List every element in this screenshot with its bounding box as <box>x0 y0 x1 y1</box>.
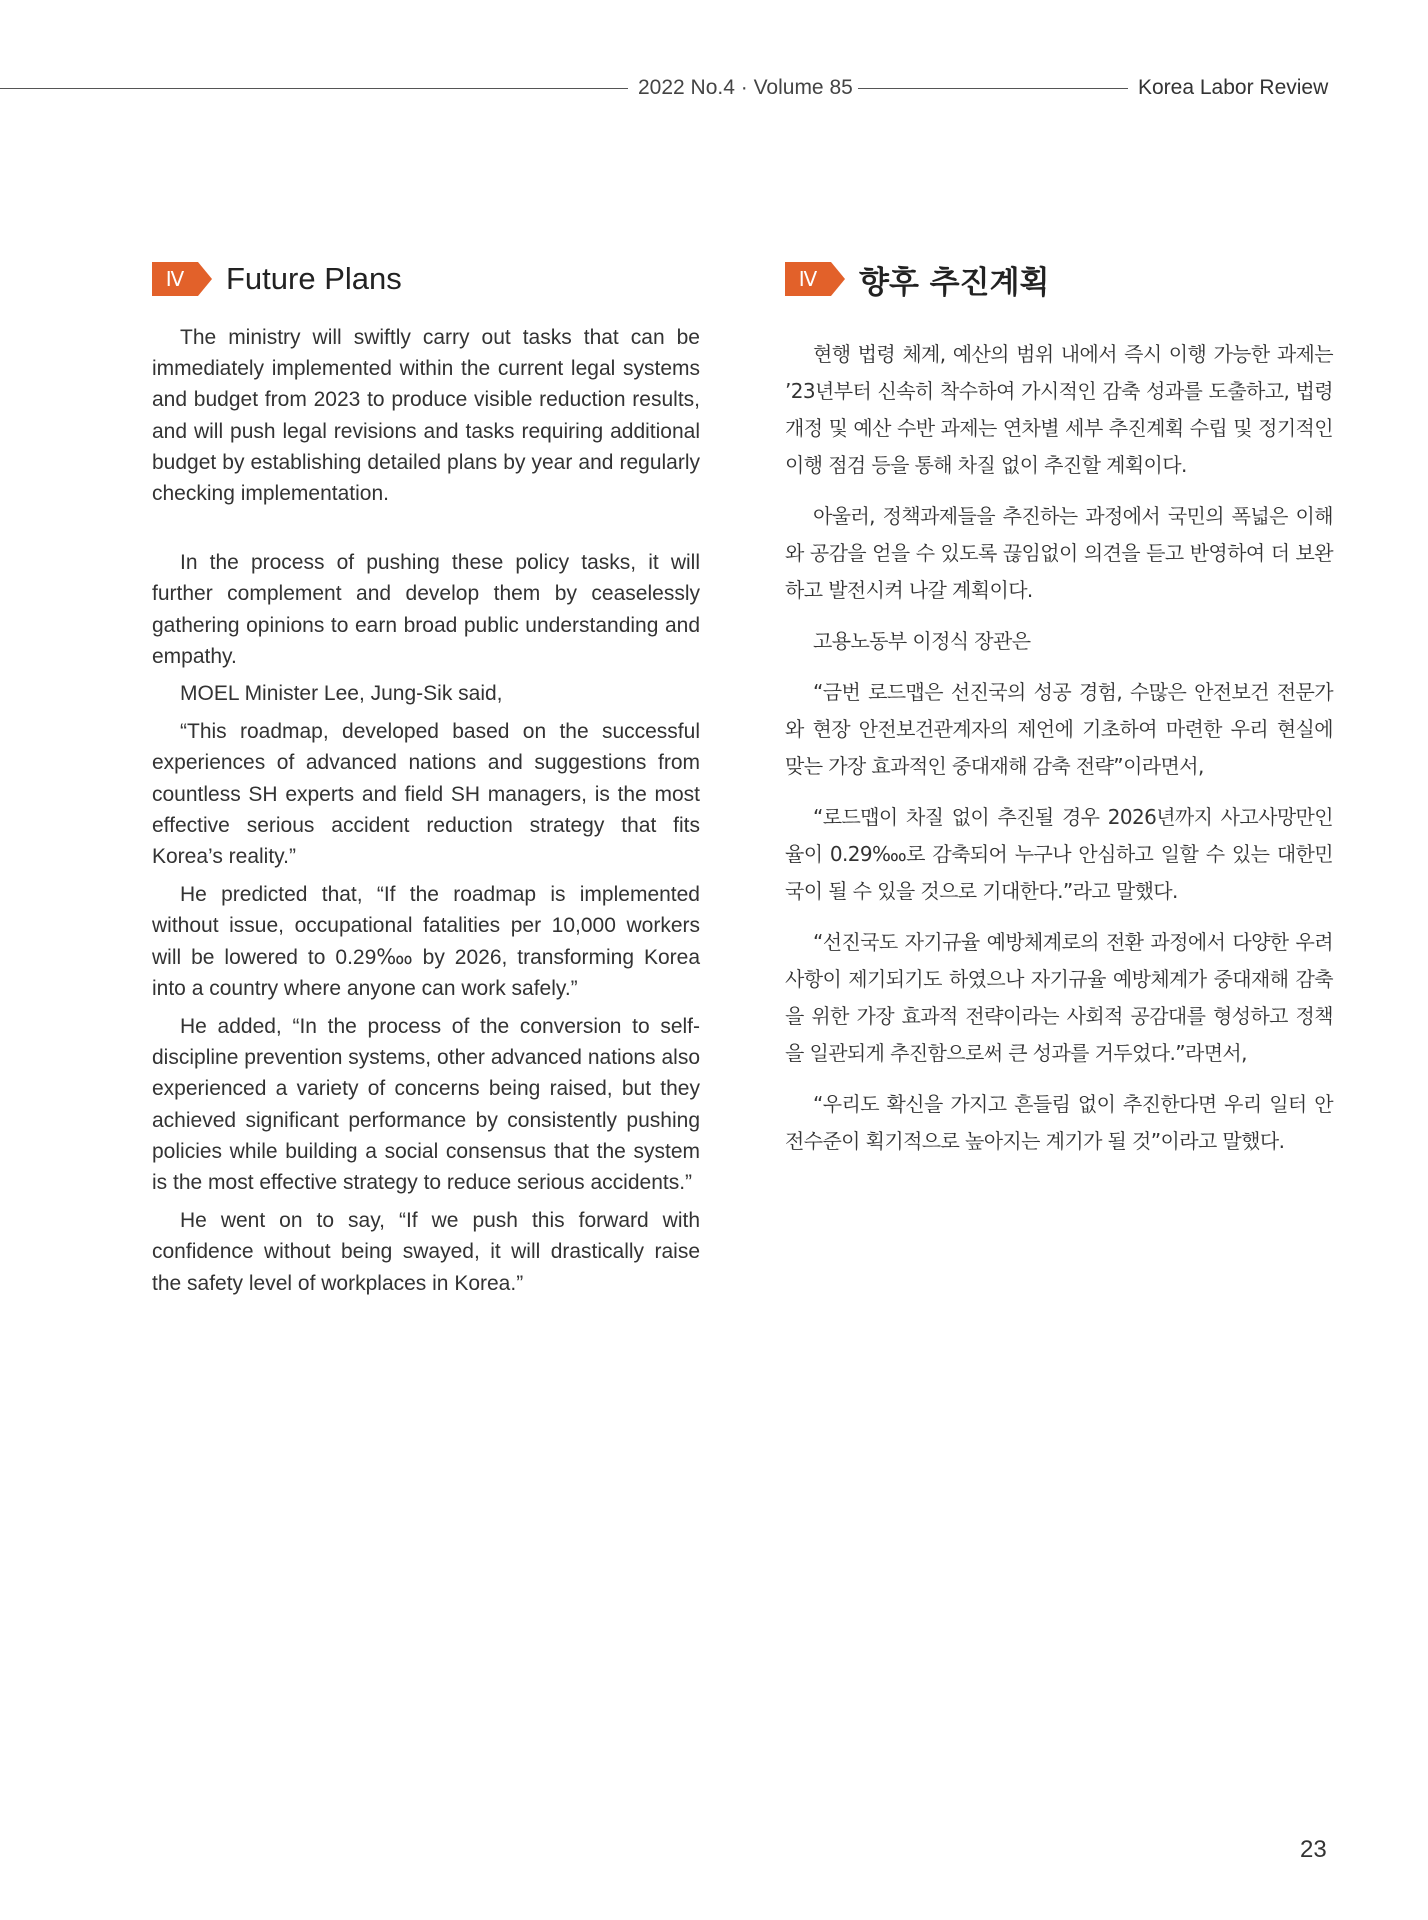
paragraph: The ministry will swiftly carry out tasks that can be immediately implemented within the current legal systems and budget from 2023 to produce visible reduction results, and will push legal revisions and tasks requiring additional budget by establishing detailed plans by year and regularly checking implementation. <box>152 326 700 506</box>
korean-section-heading <box>785 256 1333 302</box>
page-number: 23 <box>1300 1836 1327 1863</box>
english-section-heading <box>152 256 700 302</box>
paragraph: In the process of pushing these policy tasks, it will further complement and develop them by ceaselessly gathering opinions to earn broad public understanding and empathy. <box>152 551 700 668</box>
header-rule-left <box>0 88 628 89</box>
header-rule-middle <box>858 88 1128 89</box>
section-title: 향후 추진계획 <box>859 264 1050 301</box>
journal-title: Korea Labor Review <box>1138 76 1329 99</box>
section-title: Future Plans <box>226 261 402 296</box>
korean-column <box>785 256 1333 1160</box>
paragraph: 아울러, 정책과제들을 추진하는 과정에서 국민의 폭넓은 이해와 공감을 얻을 수 있도록 끊임없이 의견을 듣고 반영하여 더 보완하고 발전시켜 나갈 계획이다. <box>785 504 1333 602</box>
paragraph: 고용노동부 이정식 장관은 <box>813 629 1031 653</box>
paragraph: “선진국도 자기규율 예방체계로의 전환 과정에서 다양한 우려사항이 제기되기도 하였으나 자기규율 예방체계가 중대재해 감축을 위한 가장 효과적 전략이라는 사회적 공감대를 형성하고 정책을 일관되게 추진함으로써 큰 성과를 거두었다.”라면서, <box>785 930 1333 1065</box>
issue-label: 2022 No.4 · Volume 85 <box>638 76 853 99</box>
paragraph: “금번 로드맵은 선진국의 성공 경험, 수많은 안전보건 전문가와 현장 안전보건관계자의 제언에 기초하여 마련한 우리 현실에 맞는 가장 효과적인 중대재해 감축 전략”이라면서, <box>785 680 1333 778</box>
paragraph: He predicted that, “If the roadmap is implemented without issue, occupational fatalities per 10,000 workers will be lowered to 0.29‱ by 2026, transforming Korea into a country where anyone can work safely.” <box>152 883 700 1000</box>
paragraph: “로드맵이 차질 없이 추진될 경우 2026년까지 사고사망만인율이 0.29‱로 감축되어 누구나 안심하고 일할 수 있는 대한민국이 될 수 있을 것으로 기대한다.”라고 말했다. <box>785 805 1333 903</box>
paragraph: 현행 법령 체계, 예산의 범위 내에서 즉시 이행 가능한 과제는 ’23년부터 신속히 착수하여 가시적인 감축 성과를 도출하고, 법령 개정 및 예산 수반 과제는 연차별 세부 추진계획 수립 및 정기적인 이행 점검 등을 통해 차질 없이 추진할 계획이다. <box>785 342 1333 477</box>
english-column <box>152 256 700 1299</box>
section-number-badge: Ⅳ <box>152 262 198 296</box>
paragraph: “우리도 확신을 가지고 흔들림 없이 추진한다면 우리 일터 안전수준이 획기적으로 높아지는 계기가 될 것”이라고 말했다. <box>785 1092 1333 1153</box>
section-number-badge: Ⅳ <box>785 262 831 296</box>
paragraph: He added, “In the process of the conversion to self-discipline prevention systems, other advanced nations also experienced a variety of concerns being raised, but they achieved significant performance by consistently pushing policies while building a social consensus that the system is the most effective strategy to reduce serious accidents.” <box>152 1015 700 1195</box>
paragraph: He went on to say, “If we push this forward with confidence without being swayed, it will drastically raise the safety level of workplaces in Korea.” <box>152 1209 700 1295</box>
paragraph: MOEL Minister Lee, Jung-Sik said, <box>180 682 503 706</box>
paragraph: “This roadmap, developed based on the successful experiences of advanced nations and suggestions from countless SH experts and field SH managers, is the most effective serious accident reduction strategy that fits Korea’s reality.” <box>152 720 700 869</box>
